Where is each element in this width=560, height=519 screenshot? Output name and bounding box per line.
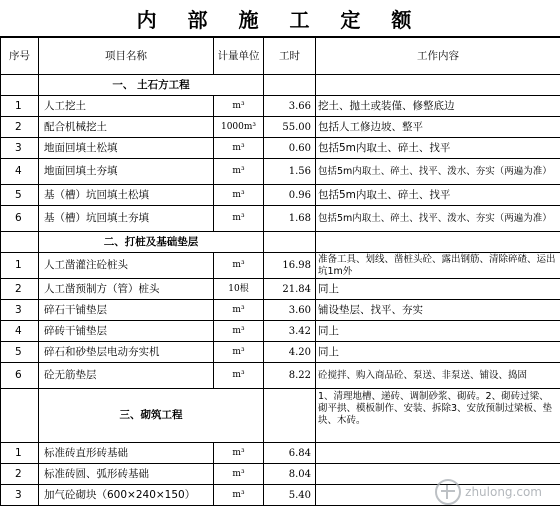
header-hours: 工时 [264,38,316,75]
watermark-logo-icon [435,479,461,505]
header-row [1,38,560,75]
table-row: 3 地面回填土松填 m³ 0.60 包括5m内取土、碎土、找平 [1,138,560,159]
table-row: 1 标准砖直形砖基础 m³ 6.84 [1,443,560,464]
table-row: 6 基（槽）坑回填土夯填 m³ 1.68 包括5m内取土、碎土、找平、泼水、夯实（两遍为准） [1,206,560,232]
table-row: 4 地面回填土夯填 m³ 1.56 包括5m内取土、碎土、找平、泼水、夯实（两遍为准） [1,159,560,185]
table-row: 1 人工凿灌注砼桩头 m³ 16.98 准备工具、划线、凿桩头砼、露出钢筋、清除碎碴、运出坑1m外 [1,253,560,279]
header-name: 项目名称 [39,38,214,75]
section-row [1,389,560,443]
table-row: 3 碎石干铺垫层 m³ 3.60 铺设垫层、找平、夯实 [1,300,560,321]
header-no: 序号 [1,38,39,75]
table-row: 5 基（槽）坑回填土松填 m³ 0.96 包括5m内取土、碎土、找平 [1,185,560,206]
table-row: 5 碎石和砂垫层电动夯实机 m³ 4.20 同上 [1,342,560,363]
table-row: 2 人工凿预制方（管）桩头 10根 21.84 同上 [1,279,560,300]
section-row [1,232,560,253]
watermark-text: zhulong.com [465,485,542,499]
table-row: 3 加气砼砌块（600×240×150） m³ 5.40 [1,485,560,506]
table-row: 6 砼无筋垫层 m³ 8.22 砼搅拌、购入商品砼、泵送、非泵送、铺设、捣固 [1,363,560,389]
table-row: 4 碎砖干铺垫层 m³ 3.42 同上 [1,321,560,342]
section-row [1,75,560,96]
header-work: 工作内容 [316,38,560,75]
watermark [435,479,542,505]
section-title: 一、 土石方工程 [39,75,264,96]
page-title: 内 部 施 工 定 额 [0,0,560,37]
header-unit: 计量单位 [214,38,264,75]
section-title: 三、砌筑工程 [39,389,264,443]
section-title: 二、打桩及基础垫层 [39,232,264,253]
table-row: 1 人工挖土 m³ 3.66 挖土、抛土或装僅、修整底边 [1,96,560,117]
table-row: 2 配合机械挖土 1000m³ 55.00 包括人工修边坡、整平 [1,117,560,138]
section-work: 1、清理地槽、递砖、调制砂浆、砌砖。2、砌砖过梁、砌平拱、模板制作、安装、拆除3、安放预制过梁板、垫块、木砖。 [316,389,560,443]
quota-table [0,37,560,506]
table-row: 2 标准砖圆、弧形砖基础 m³ 8.04 [1,464,560,485]
